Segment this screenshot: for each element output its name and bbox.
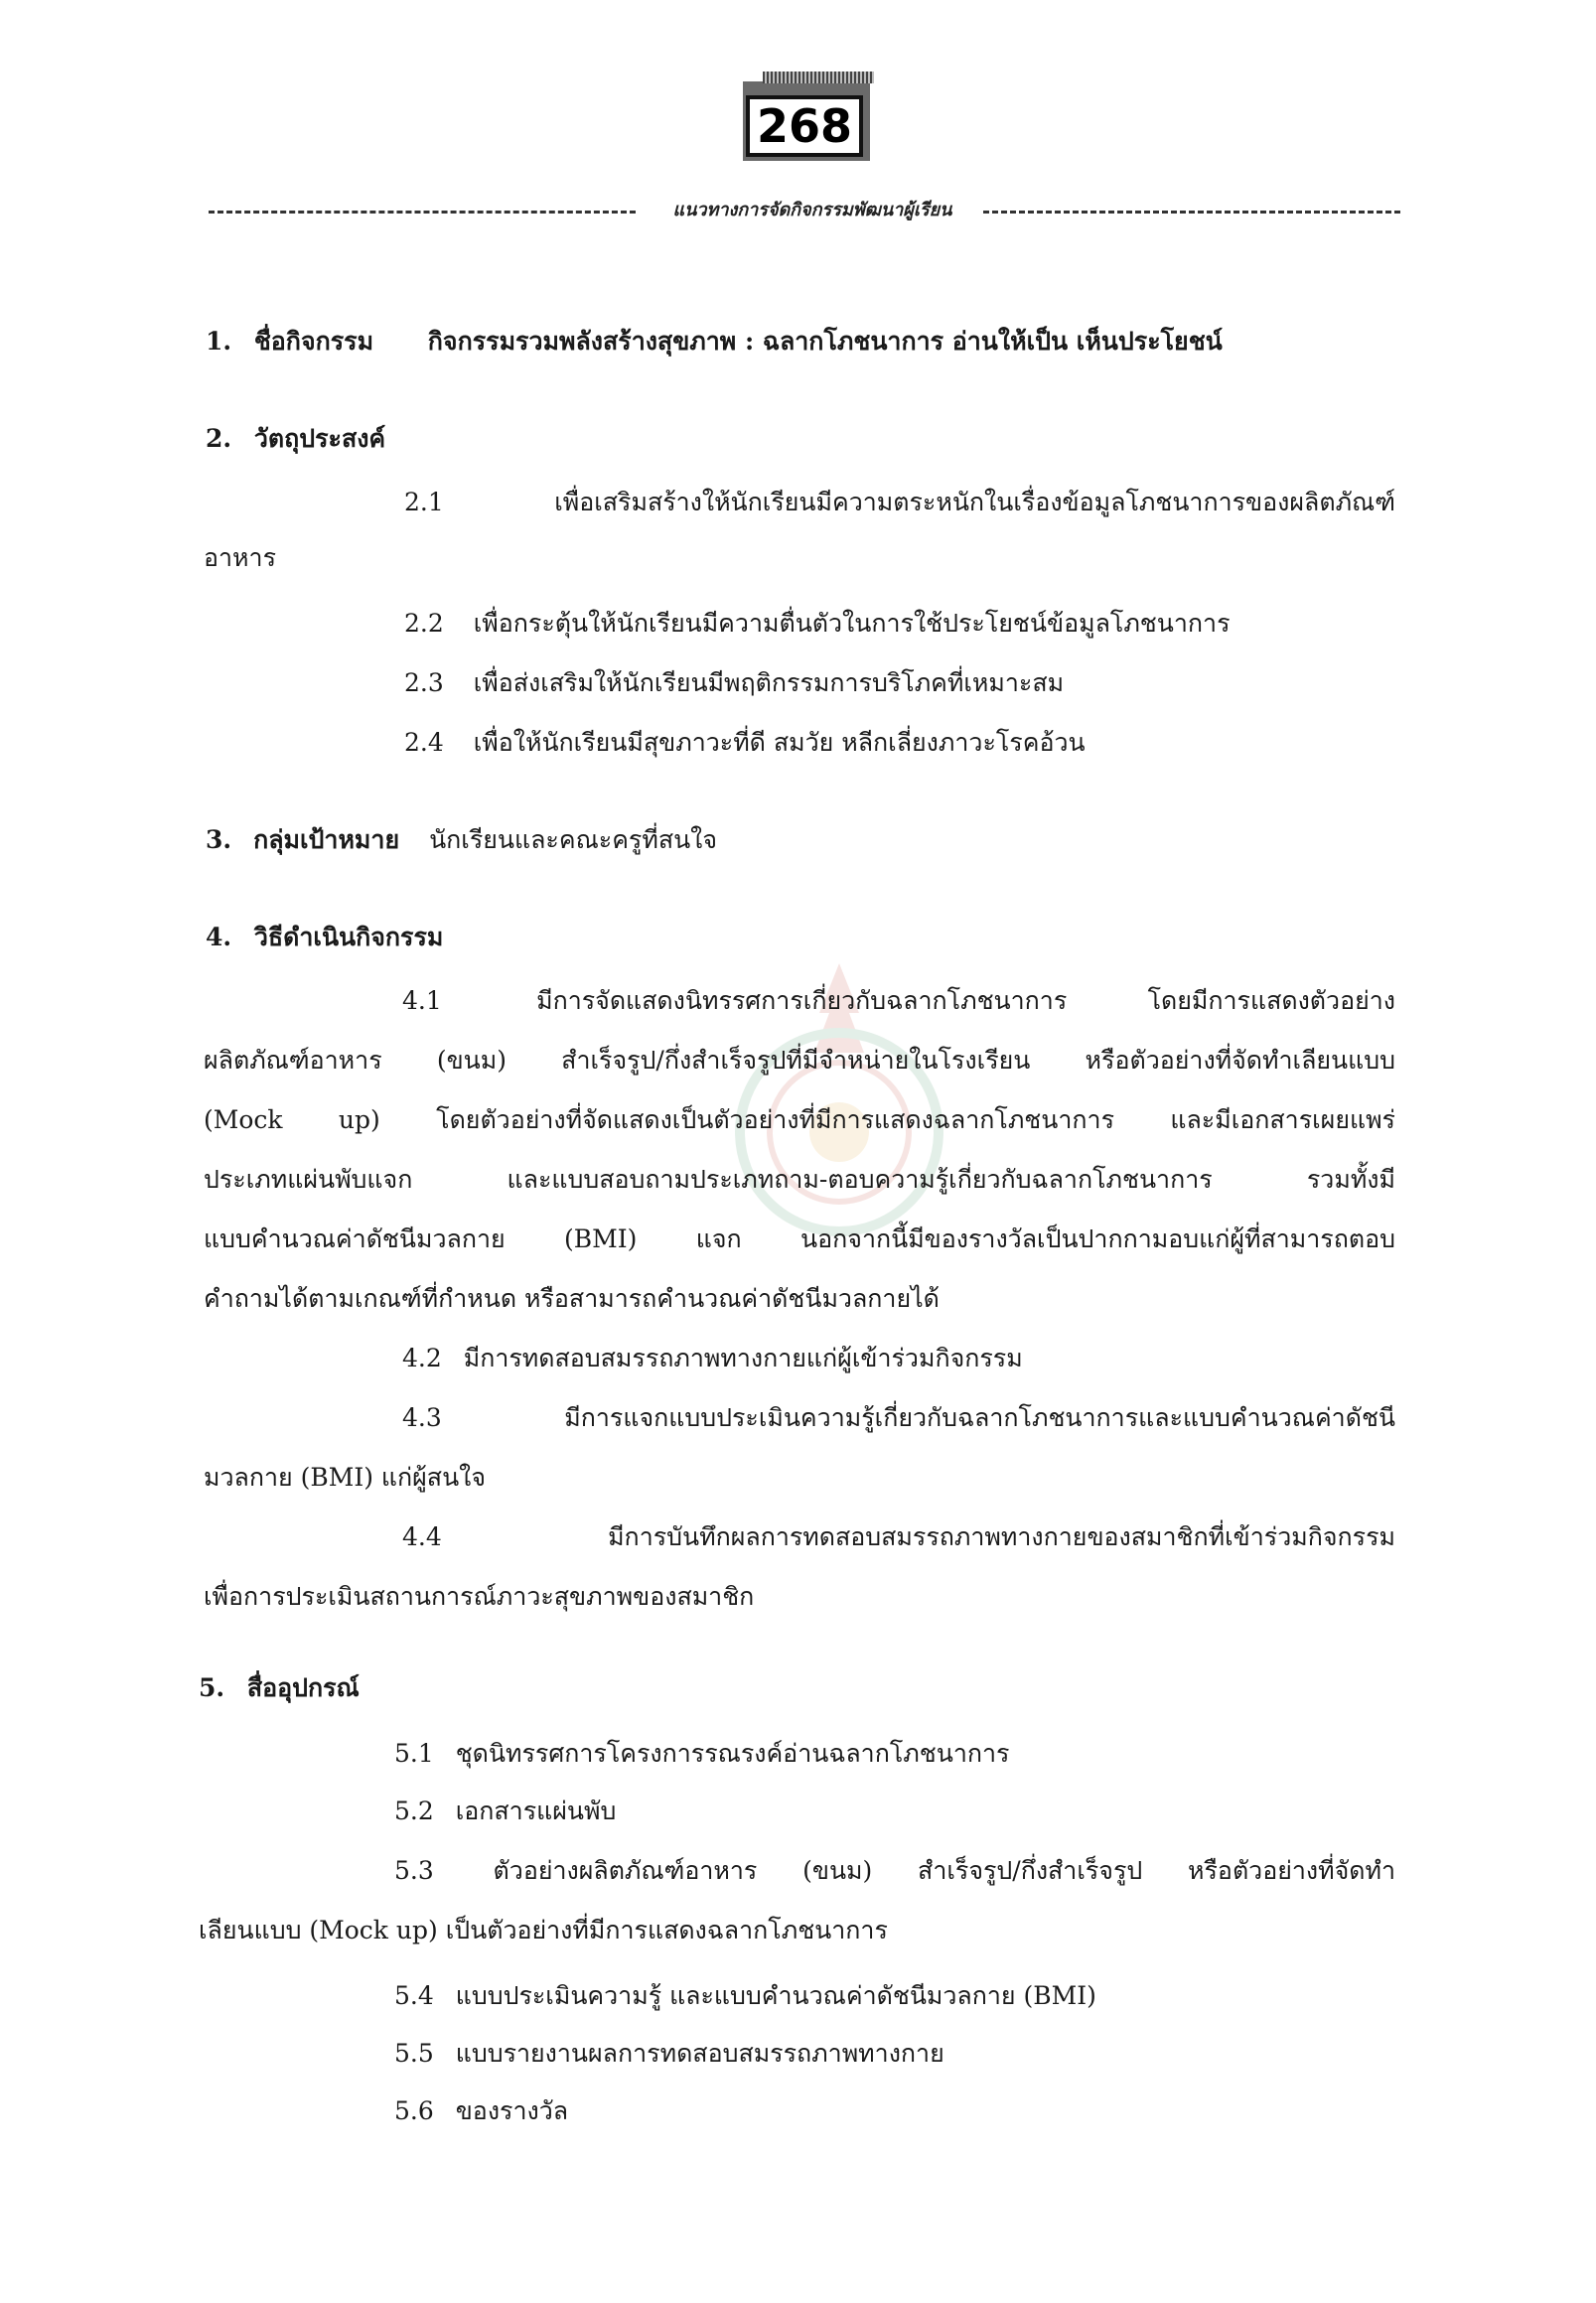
item-number: 2.2 (404, 609, 444, 638)
method-4-1-line-1 (204, 985, 1395, 1017)
objective-2-1-continuation: อาหาร (204, 543, 276, 572)
method-4-3-line-2: มวลกาย (BMI) แก่ผู้สนใจ (204, 1463, 487, 1492)
section-1-label: ชื่อกิจกรรม (253, 327, 374, 356)
header-rule-left (209, 211, 636, 214)
section-1-number: 1. (206, 327, 232, 356)
section-2-label: วัตถุประสงค์ (253, 424, 386, 453)
material-5-6 (394, 2095, 568, 2127)
item-number: 5.3 (394, 1856, 434, 1885)
section-3-label: กลุ่มเป้าหมาย (253, 825, 400, 854)
item-number: 2.1 (404, 488, 444, 516)
material-text: ตัวอย่างผลิตภัณฑ์อาหาร (ขนม) สำเร็จรูป/กึ่งสำเร็จรูป หรือตัวอย่างที่จัดทำ (493, 1856, 1396, 1885)
objective-text: เพื่อส่งเสริมให้นักเรียนมีพฤติกรรมการบริโภคที่เหมาะสม (473, 668, 1065, 697)
item-number: 5.1 (394, 1739, 434, 1768)
material-5-3-line-2: เลียนแบบ (Mock up) เป็นตัวอย่างที่มีการแสดงฉลากโภชนาการ (199, 1916, 888, 1944)
material-5-1 (394, 1738, 1009, 1770)
section-5-number: 5. (199, 1673, 225, 1702)
method-4-1-line-5: แบบคำนวณค่าดัชนีมวลกาย (BMI) แจก นอกจากนี้มีของรางวัลเป็นปากกามอบแก่ผู้ที่สามารถตอบ (204, 1224, 1395, 1253)
material-text: เอกสารแผ่นพับ (455, 1797, 617, 1825)
material-5-5 (394, 2038, 944, 2070)
header-rule-right (983, 211, 1400, 214)
method-4-1-line-3: (Mock up) โดยตัวอย่างที่จัดแสดงเป็นตัวอย่างที่มีการแสดงฉลากโภชนาการ และมีเอกสารเผยแพร่ (204, 1105, 1395, 1134)
section-2-number: 2. (206, 424, 232, 453)
item-number: 5.6 (394, 2096, 434, 2125)
item-number: 4.4 (402, 1522, 442, 1551)
section-3-value: นักเรียนและคณะครูที่สนใจ (429, 825, 718, 854)
section-2-heading (206, 423, 385, 455)
material-5-4 (394, 1980, 1096, 2012)
item-number: 5.2 (394, 1797, 434, 1825)
objective-2-4 (404, 727, 1086, 759)
section-1-value: กิจกรรมรวมพลังสร้างสุขภาพ : ฉลากโภชนาการ อ่านให้เป็น เห็นประโยชน์ (427, 327, 1223, 356)
objective-2-3 (404, 667, 1064, 699)
item-number: 4.3 (402, 1403, 442, 1432)
section-3-heading (206, 824, 717, 856)
method-4-3-line-1 (204, 1402, 1395, 1434)
page-number: 268 (746, 95, 863, 157)
material-text: ของรางวัล (455, 2096, 569, 2125)
objective-2-2 (404, 608, 1231, 640)
method-text: มีการทดสอบสมรรถภาพทางกายแก่ผู้เข้าร่วมกิจกรรม (463, 1344, 1023, 1372)
section-4-heading (206, 922, 443, 953)
method-4-1-line-4: ประเภทแผ่นพับแจก และแบบสอบถามประเภทถาม-ตอบความรู้เกี่ยวกับฉลากโภชนาการ รวมทั้งมี (204, 1165, 1395, 1194)
method-4-2 (402, 1343, 1023, 1374)
method-4-4-line-2: เพื่อการประเมินสถานการณ์ภาวะสุขภาพของสมาชิก (204, 1582, 755, 1611)
objective-text: เพื่อเสริมสร้างให้นักเรียนมีความตระหนักในเรื่องข้อมูลโภชนาการของผลิตภัณฑ์ (554, 488, 1395, 516)
objective-text: เพื่อกระตุ้นให้นักเรียนมีความตื่นตัวในการใช้ประโยชน์ข้อมูลโภชนาการ (473, 609, 1231, 638)
material-5-3-line-1 (199, 1855, 1395, 1887)
section-5-heading (199, 1672, 360, 1704)
method-4-4-line-1 (204, 1521, 1395, 1553)
page-number-badge (743, 81, 870, 161)
section-4-number: 4. (206, 923, 232, 951)
material-5-2 (394, 1796, 616, 1827)
item-number: 2.4 (404, 728, 444, 757)
material-text: ชุดนิทรรศการโครงการรณรงค์อ่านฉลากโภชนาการ (455, 1739, 1010, 1768)
item-number: 5.4 (394, 1981, 434, 2010)
method-text: มีการแจกแบบประเมินความรู้เกี่ยวกับฉลากโภชนาการและแบบคำนวณค่าดัชนี (564, 1403, 1395, 1432)
material-text: แบบประเมินความรู้ และแบบคำนวณค่าดัชนีมวลกาย (BMI) (455, 1981, 1096, 2010)
item-number: 2.3 (404, 668, 444, 697)
section-4-label: วิธีดำเนินกิจกรรม (253, 923, 444, 951)
section-3-number: 3. (206, 825, 232, 854)
item-number: 4.2 (402, 1344, 442, 1372)
item-number: 4.1 (402, 986, 442, 1015)
material-text: แบบรายงานผลการทดสอบสมรรถภาพทางกาย (455, 2039, 944, 2068)
method-4-1-line-6: คำถามได้ตามเกณฑ์ที่กำหนด หรือสามารถคำนวณค่าดัชนีมวลกายได้ (204, 1284, 940, 1313)
objective-text: เพื่อให้นักเรียนมีสุขภาวะที่ดี สมวัย หลีกเลี่ยงภาวะโรคอ้วน (473, 728, 1086, 757)
section-1-heading (206, 326, 1223, 358)
section-5-label: สื่ออุปกรณ์ (246, 1673, 360, 1702)
method-text: มีการบันทึกผลการทดสอบสมรรถภาพทางกายของสมาชิกที่เข้าร่วมกิจกรรม (608, 1522, 1395, 1551)
item-number: 5.5 (394, 2039, 434, 2068)
objective-2-1 (204, 487, 1395, 518)
running-title: แนวทางการจัดกิจกรรมพัฒนาผู้เรียน (672, 200, 952, 220)
method-4-1-line-2: ผลิตภัณฑ์อาหาร (ขนม) สำเร็จรูป/กึ่งสำเร็จรูปที่มีจำหน่ายในโรงเรียน หรือตัวอย่างที่จัดทำเลียนแบบ (204, 1046, 1395, 1075)
method-text: มีการจัดแสดงนิทรรศการเกี่ยวกับฉลากโภชนาการ โดยมีการแสดงตัวอย่าง (536, 986, 1395, 1015)
